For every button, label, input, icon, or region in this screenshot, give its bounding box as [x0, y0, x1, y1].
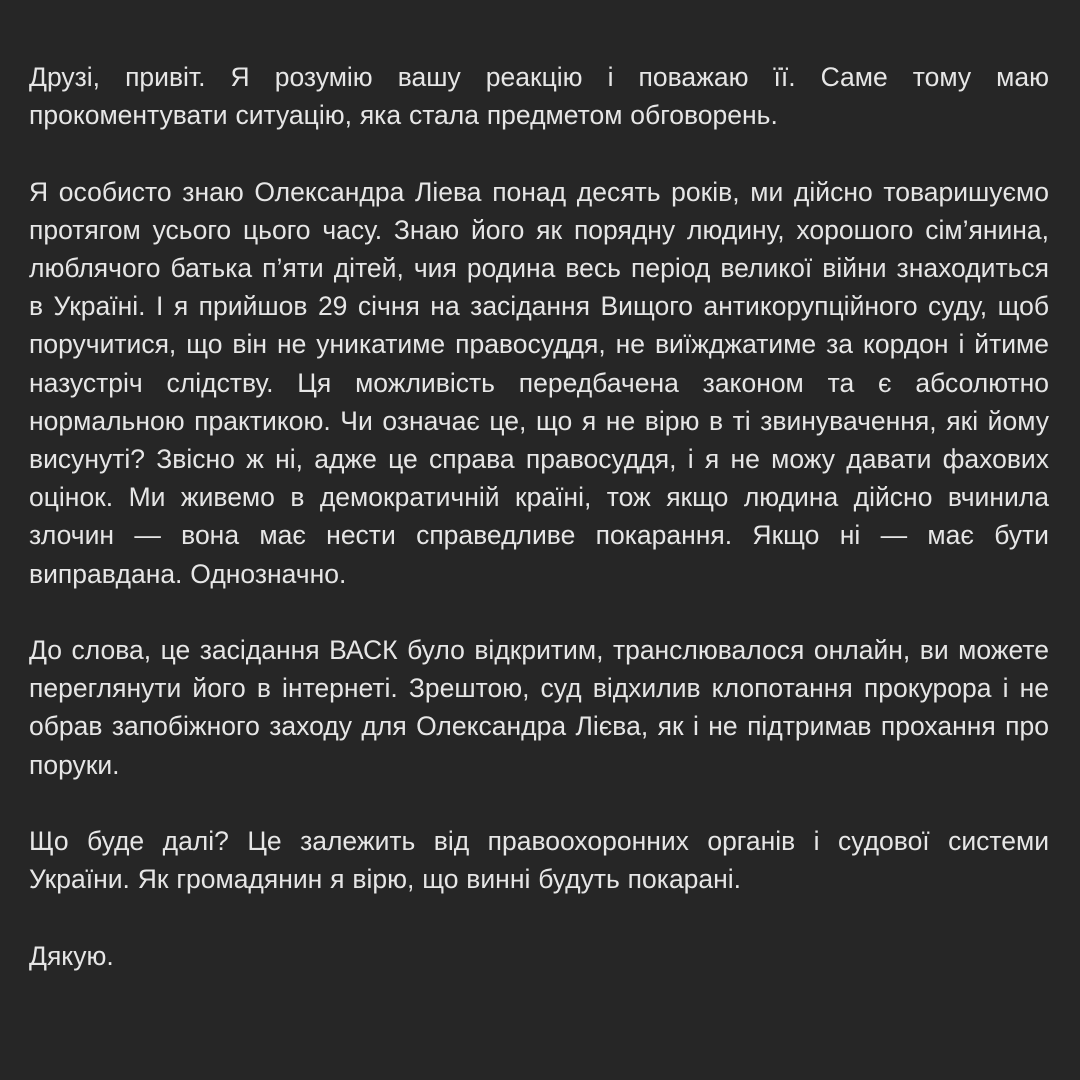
statement-text — [29, 58, 1049, 975]
paragraph-explanation: Я особисто знаю Олександра Ліева понад десять років, ми дійсно товаришуємо протягом усього цього часу. Знаю його як порядну людину, хорошого сім’янина, люблячого батька п’яти дітей, чия родина весь період великої війни знаходиться в Україні. І я прийшов 29 січня на засідання Вищого антикорупційного суду, щоб поручитися, що він не уникатиме правосуддя, не виїжджатиме за кордон і йтиме назустріч слідству. Ця можливість передбачена законом та є абсолютно нормальною практикою. Чи означає це, що я не вірю в ті звинувачення, які йому висунуті? Звісно ж ні, адже це справа правосуддя, і я не можу давати фахових оцінок. Ми живемо в демократичній країні, тож якщо людина дійсно вчинила злочин — вона має нести справедливе покарання. Якщо ні — має бути виправдана. Однозначно. — [29, 176, 1049, 589]
paragraph-thanks: Дякую. — [29, 940, 114, 971]
paragraph-court-session: До слова, це засідання ВАСК було відкритим, транслювалося онлайн, ви можете переглянути його в інтернеті. Зрештою, суд відхилив клопотання прокурора і не обрав запобіжного заходу для Олександра Лієва, як і не підтримав прохання про поруки. — [29, 635, 1049, 780]
paragraph-next-steps: Що буде далі? Це залежить від правоохоронних органів і судової системи України. Як громадянин я вірю, що винні будуть покарані. — [29, 826, 1049, 895]
paragraph-greeting: Друзі, привіт. Я розумію вашу реакцію і поважаю її. Саме тому маю прокоментувати ситуацію, яка стала предметом обговорень. — [29, 62, 1049, 131]
